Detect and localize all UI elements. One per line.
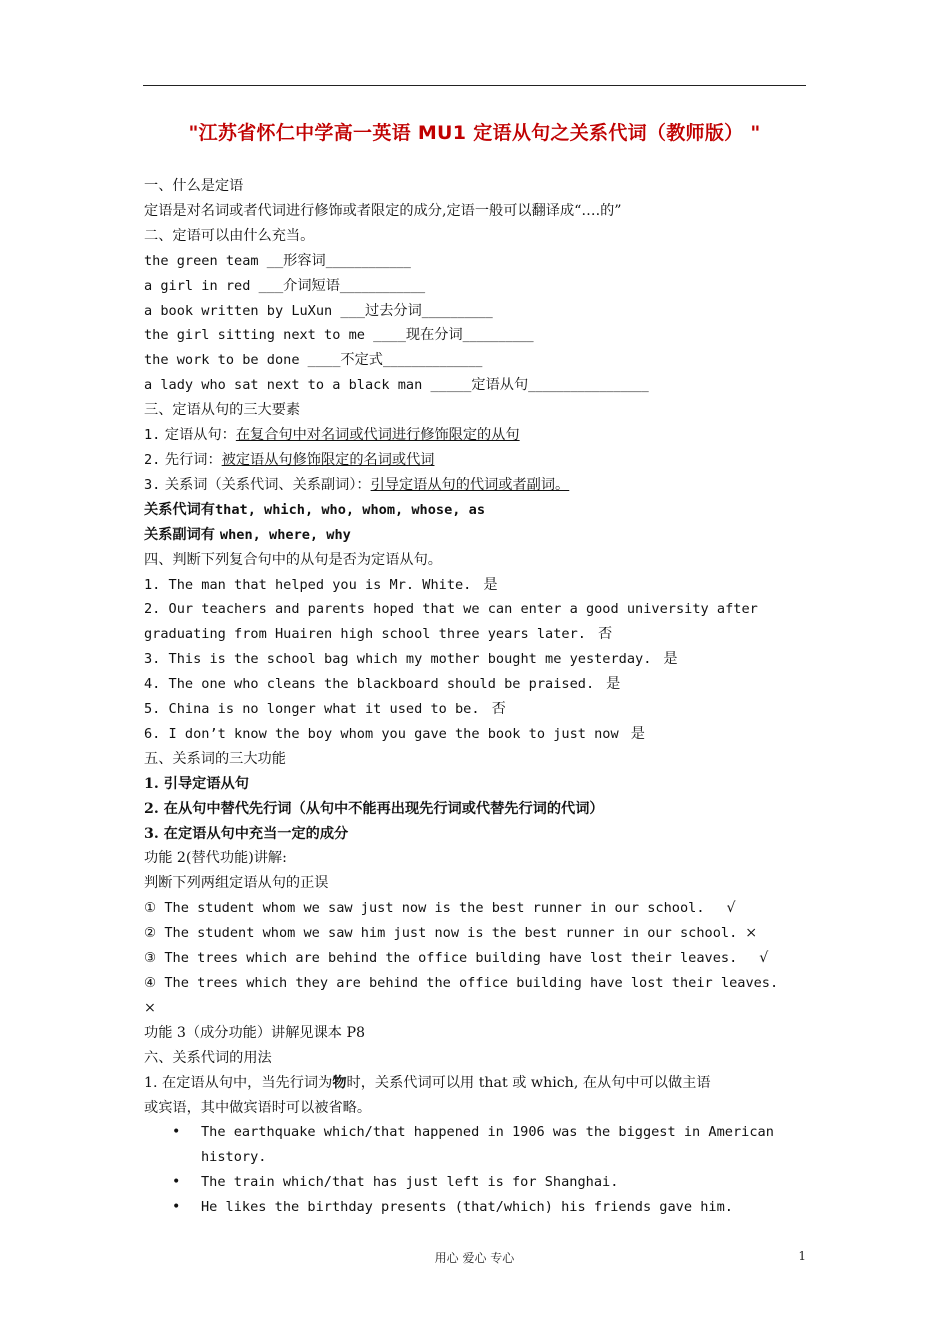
answer: 否 — [597, 626, 613, 643]
section-4-heading: 四、判断下列复合句中的从句是否为定语从句。 — [144, 551, 442, 568]
item-number: 2. — [144, 451, 161, 468]
question-row — [144, 722, 808, 747]
bullet-item — [144, 1120, 808, 1145]
function-2-heading: 功能 2(替代功能)讲解: — [144, 850, 287, 867]
document-title: "江苏省怀仁中学高一英语 MU1 定语从句之关系代词（教师版） " — [188, 122, 761, 144]
section-6-heading: 六、关系代词的用法 — [144, 1049, 272, 1066]
answer: 是 — [483, 576, 498, 593]
pronoun-label: 关系代词有 — [144, 501, 215, 518]
gap: ___ — [332, 302, 365, 319]
answer: 是 — [663, 651, 678, 668]
item-definition: 在复合句中对名词或代词进行修饰限定的从句 — [235, 427, 520, 444]
bullet-item — [144, 1170, 808, 1195]
bullet-icon: • — [172, 1199, 181, 1216]
question-row — [144, 672, 808, 697]
example-sentence: The earthquake which/that happened in 1906 was the biggest in American — [201, 1124, 774, 1141]
judge-sentence: ④ The trees which they are behind the office building have lost their leaves. — [144, 975, 779, 991]
question-text: 5. China is no longer what it used to be. — [144, 701, 480, 718]
relative-adverb-list — [144, 523, 808, 548]
judge-row — [144, 896, 808, 921]
page-number: 1 — [798, 1249, 806, 1263]
question-text: 2. Our teachers and parents hoped that we can enter a good university after — [144, 601, 758, 618]
question-row — [144, 622, 808, 647]
adverb-words: when, where, why — [219, 526, 351, 543]
relative-pronoun-list — [144, 498, 808, 523]
answer: 否 — [491, 701, 506, 718]
item-label: 定语从句： — [164, 427, 236, 444]
example-en: a girl in red — [144, 277, 251, 294]
question-text: graduating from Huairen high school three years later. — [144, 626, 586, 643]
example-en: a lady who sat next to a black man — [144, 377, 423, 394]
judge-instruction: 判断下列两组定语从句的正误 — [144, 875, 329, 892]
document-body — [144, 174, 808, 1220]
example-sentence: The train which/that has just left is for Shanghai. — [201, 1174, 619, 1191]
blank: ______________ — [383, 352, 483, 369]
footer-slogan: 用心 爱心 专心 — [434, 1251, 515, 1265]
function-3-note: 功能 3（成分功能）讲解见课本 P8 — [144, 1024, 366, 1041]
example-row — [144, 274, 808, 299]
gap: ___ — [250, 277, 284, 294]
example-row — [144, 299, 808, 324]
blank: __________ — [462, 327, 534, 344]
definition-text: 定语是对名词或者代词进行修饰或者限定的成分,定语一般可以翻译成“….的” — [144, 202, 622, 219]
example-row — [144, 373, 808, 398]
function-item: 2. 在从句中替代先行词（从句中不能再出现先行词或代替先行词的代词） — [144, 800, 604, 817]
section-5-heading: 五、关系词的三大功能 — [144, 750, 286, 767]
example-row — [144, 249, 808, 274]
example-cn: 形容词 — [283, 252, 326, 269]
example-en: a book written by LuXun — [144, 302, 333, 319]
example-en: the girl sitting next to me — [144, 327, 365, 344]
bullet-icon: • — [172, 1124, 181, 1141]
item-definition: 被定语从句修饰限定的名词或代词 — [221, 451, 435, 468]
example-row — [144, 348, 808, 373]
check-mark: √ — [726, 900, 736, 917]
bullet-item — [144, 1195, 808, 1220]
function-item: 1. 引导定语从句 — [144, 775, 249, 792]
item-definition: 引导定语从句的代词或者副词。 — [370, 476, 570, 493]
usage-paragraph-cont: 或宾语，其中做宾语时可以被省略。 — [144, 1099, 372, 1116]
gap: _____ — [422, 377, 472, 394]
question-row — [144, 697, 808, 722]
question-row — [144, 647, 808, 672]
cross-mark: × — [144, 999, 156, 1016]
judge-sentence: ② The student whom we saw him just now is the best runner in our school. — [144, 925, 738, 942]
example-row — [144, 323, 808, 348]
gap: ____ — [299, 352, 341, 369]
question-row — [144, 573, 808, 598]
example-cn: 现在分词 — [405, 327, 463, 344]
usage-paragraph — [144, 1071, 808, 1096]
answer: 是 — [630, 725, 645, 742]
blank: ____________ — [339, 277, 426, 294]
section-3-heading: 三、定语从句的三大要素 — [144, 402, 301, 419]
question-text: 6. I don’t know the boy whom you gave the book to just now — [144, 725, 619, 742]
usage-text: 1. 在定语从句中，当先行词为 — [144, 1074, 333, 1091]
header-rule — [143, 85, 806, 86]
section-1-heading: 一、什么是定语 — [144, 178, 244, 194]
blank: _________________ — [528, 377, 649, 394]
usage-text: 时，关系代词可以用 that 或 which, 在从句中可以做主语 — [346, 1074, 711, 1091]
example-cn: 过去分词 — [365, 302, 422, 319]
gap: __ — [258, 252, 284, 269]
judge-row — [144, 946, 808, 971]
item-number: 3. — [144, 476, 161, 493]
item-label: 关系词（关系代词、关系副词）： — [164, 476, 371, 493]
judge-sentence: ③ The trees which are behind the office building have lost their leaves. — [144, 950, 738, 967]
example-en: the work to be done — [144, 352, 300, 369]
usage-emphasis: 物 — [332, 1074, 347, 1091]
example-sentence-cont: history. — [201, 1149, 267, 1166]
example-en: the green team — [144, 252, 259, 269]
element-item — [144, 448, 808, 473]
blank: __________ — [421, 302, 493, 319]
judge-row — [144, 921, 808, 946]
question-text: 1. The man that helped you is Mr. White. — [144, 576, 472, 593]
example-cn: 不定式 — [340, 352, 383, 369]
function-item: 3. 在定语从句中充当一定的成分 — [144, 825, 349, 842]
element-item — [144, 473, 808, 498]
judge-sentence: ① The student whom we saw just now is the best runner in our school. — [144, 900, 705, 917]
element-item — [144, 423, 808, 448]
bullet-icon: • — [172, 1174, 181, 1191]
gap: ____ — [364, 327, 406, 344]
answer: 是 — [606, 676, 621, 693]
question-text: 4. The one who cleans the blackboard should be praised. — [144, 676, 595, 693]
blank: ____________ — [325, 252, 411, 269]
check-mark: √ — [759, 950, 769, 967]
cross-mark: × — [745, 925, 758, 942]
question-text: 3. This is the school bag which my mother bought me yesterday. — [144, 651, 652, 668]
section-2-heading: 二、定语可以由什么充当。 — [144, 227, 315, 244]
adverb-label: 关系副词有 — [144, 526, 215, 543]
example-cn: 定语从句 — [471, 377, 529, 394]
example-sentence: He likes the birthday presents (that/which) his friends gave him. — [201, 1199, 733, 1216]
example-cn: 介词短语 — [283, 277, 340, 294]
pronoun-words: that, which, who, whom, whose, as — [214, 501, 486, 518]
item-label: 先行词： — [164, 451, 222, 468]
item-number: 1. — [144, 427, 161, 444]
